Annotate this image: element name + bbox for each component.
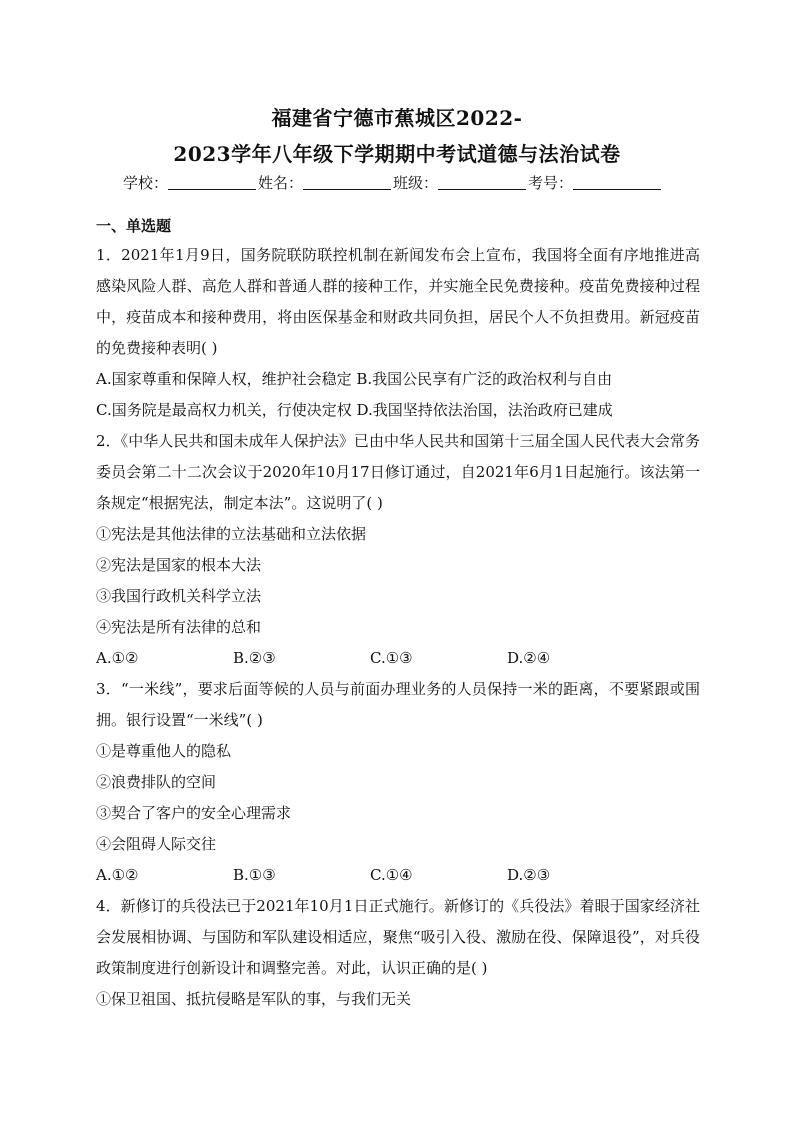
question-2-item: ③我国行政机关科学立法 — [96, 587, 262, 605]
question-4-item: ①保卫祖国、抵抗侵略是军队的事，与我们无关 — [96, 990, 412, 1008]
question-1-options-ab: A.国家尊重和保障人权，维护社会稳定 B.我国公民享有广泛的政治权利与自由 — [96, 370, 613, 388]
questions — [96, 240, 700, 1015]
section-title: 一、单选题 — [96, 217, 172, 235]
option-c: C.①④ — [370, 866, 413, 884]
question-3-options — [96, 860, 700, 891]
student-info-row — [123, 172, 663, 193]
exam-number-label: 考号： — [528, 174, 574, 192]
school-blank — [168, 175, 256, 190]
question-3-text: 3．“一米线”，要求后面等候的人员与前面办理业务的人员保持一米的距离，不要紧跟或围拥。银行设置“一米线”( ) — [96, 680, 700, 729]
question-2-text: 2．《中华人民共和国未成年人保护法》已由中华人民共和国第十三届全国人民代表大会常务委员会第二十二次会议于2020年10月17日修订通过，自2021年6月1日起施行。该法第一条规定“根据宪法，制定本法”。这说明了( ) — [96, 432, 700, 512]
option-c: C.①③ — [370, 649, 413, 667]
question-3-item: ①是尊重他人的隐私 — [96, 742, 232, 760]
question-3-item: ②浪费排队的空间 — [96, 773, 217, 791]
question-2-item: ④宪法是所有法律的总和 — [96, 618, 262, 636]
question-2-item: ②宪法是国家的根本大法 — [96, 556, 262, 574]
option-b: B.①③ — [233, 866, 276, 884]
question-2-options — [96, 643, 700, 674]
name-label: 姓名： — [258, 174, 304, 192]
option-a: A.①② — [96, 866, 139, 884]
option-d: D.②④ — [507, 649, 551, 667]
class-blank — [438, 175, 526, 190]
name-blank — [303, 175, 391, 190]
option-a: A.①② — [96, 649, 139, 667]
question-3-item: ③契合了客户的安全心理需求 — [96, 804, 292, 822]
question-1-options-cd: C.国务院是最高权力机关，行使决定权 D.我国坚持依法治国，法治政府已建成 — [96, 401, 613, 419]
question-2-item: ①宪法是其他法律的立法基础和立法依据 — [96, 525, 367, 543]
question-1-text: 1．2021年1月9日，国务院联防联控机制在新闻发布会上宣布，我国将全面有序地推进高感染风险人群、高危人群和普通人群的接种工作，并实施全民免费接种。疫苗免费接种过程中，疫苗成本和接种费用，将由医保基金和财政共同负担，居民个人不负担费用。新冠疫苗的免费接种表明( ) — [96, 246, 700, 357]
option-d: D.②③ — [507, 866, 551, 884]
exam-number-blank — [573, 175, 661, 190]
question-3-item: ④会阻碍人际交往 — [96, 835, 217, 853]
option-b: B.②③ — [233, 649, 276, 667]
class-label: 班级： — [393, 174, 439, 192]
page-title-line2: 2023学年八年级下学期期中考试道德与法治试卷 — [173, 142, 621, 166]
question-4-text: 4．新修订的兵役法已于2021年10月1日正式施行。新修订的《兵役法》着眼于国家经济社会发展相协调、与国防和军队建设相适应，聚焦“吸引入役、激励在役、保障退役”，对兵役政策制度进行创新设计和调整完善。对此，认识正确的是( ) — [96, 897, 700, 977]
page-title-line1: 福建省宁德市蕉城区2022- — [271, 106, 523, 130]
school-label: 学校： — [123, 174, 169, 192]
